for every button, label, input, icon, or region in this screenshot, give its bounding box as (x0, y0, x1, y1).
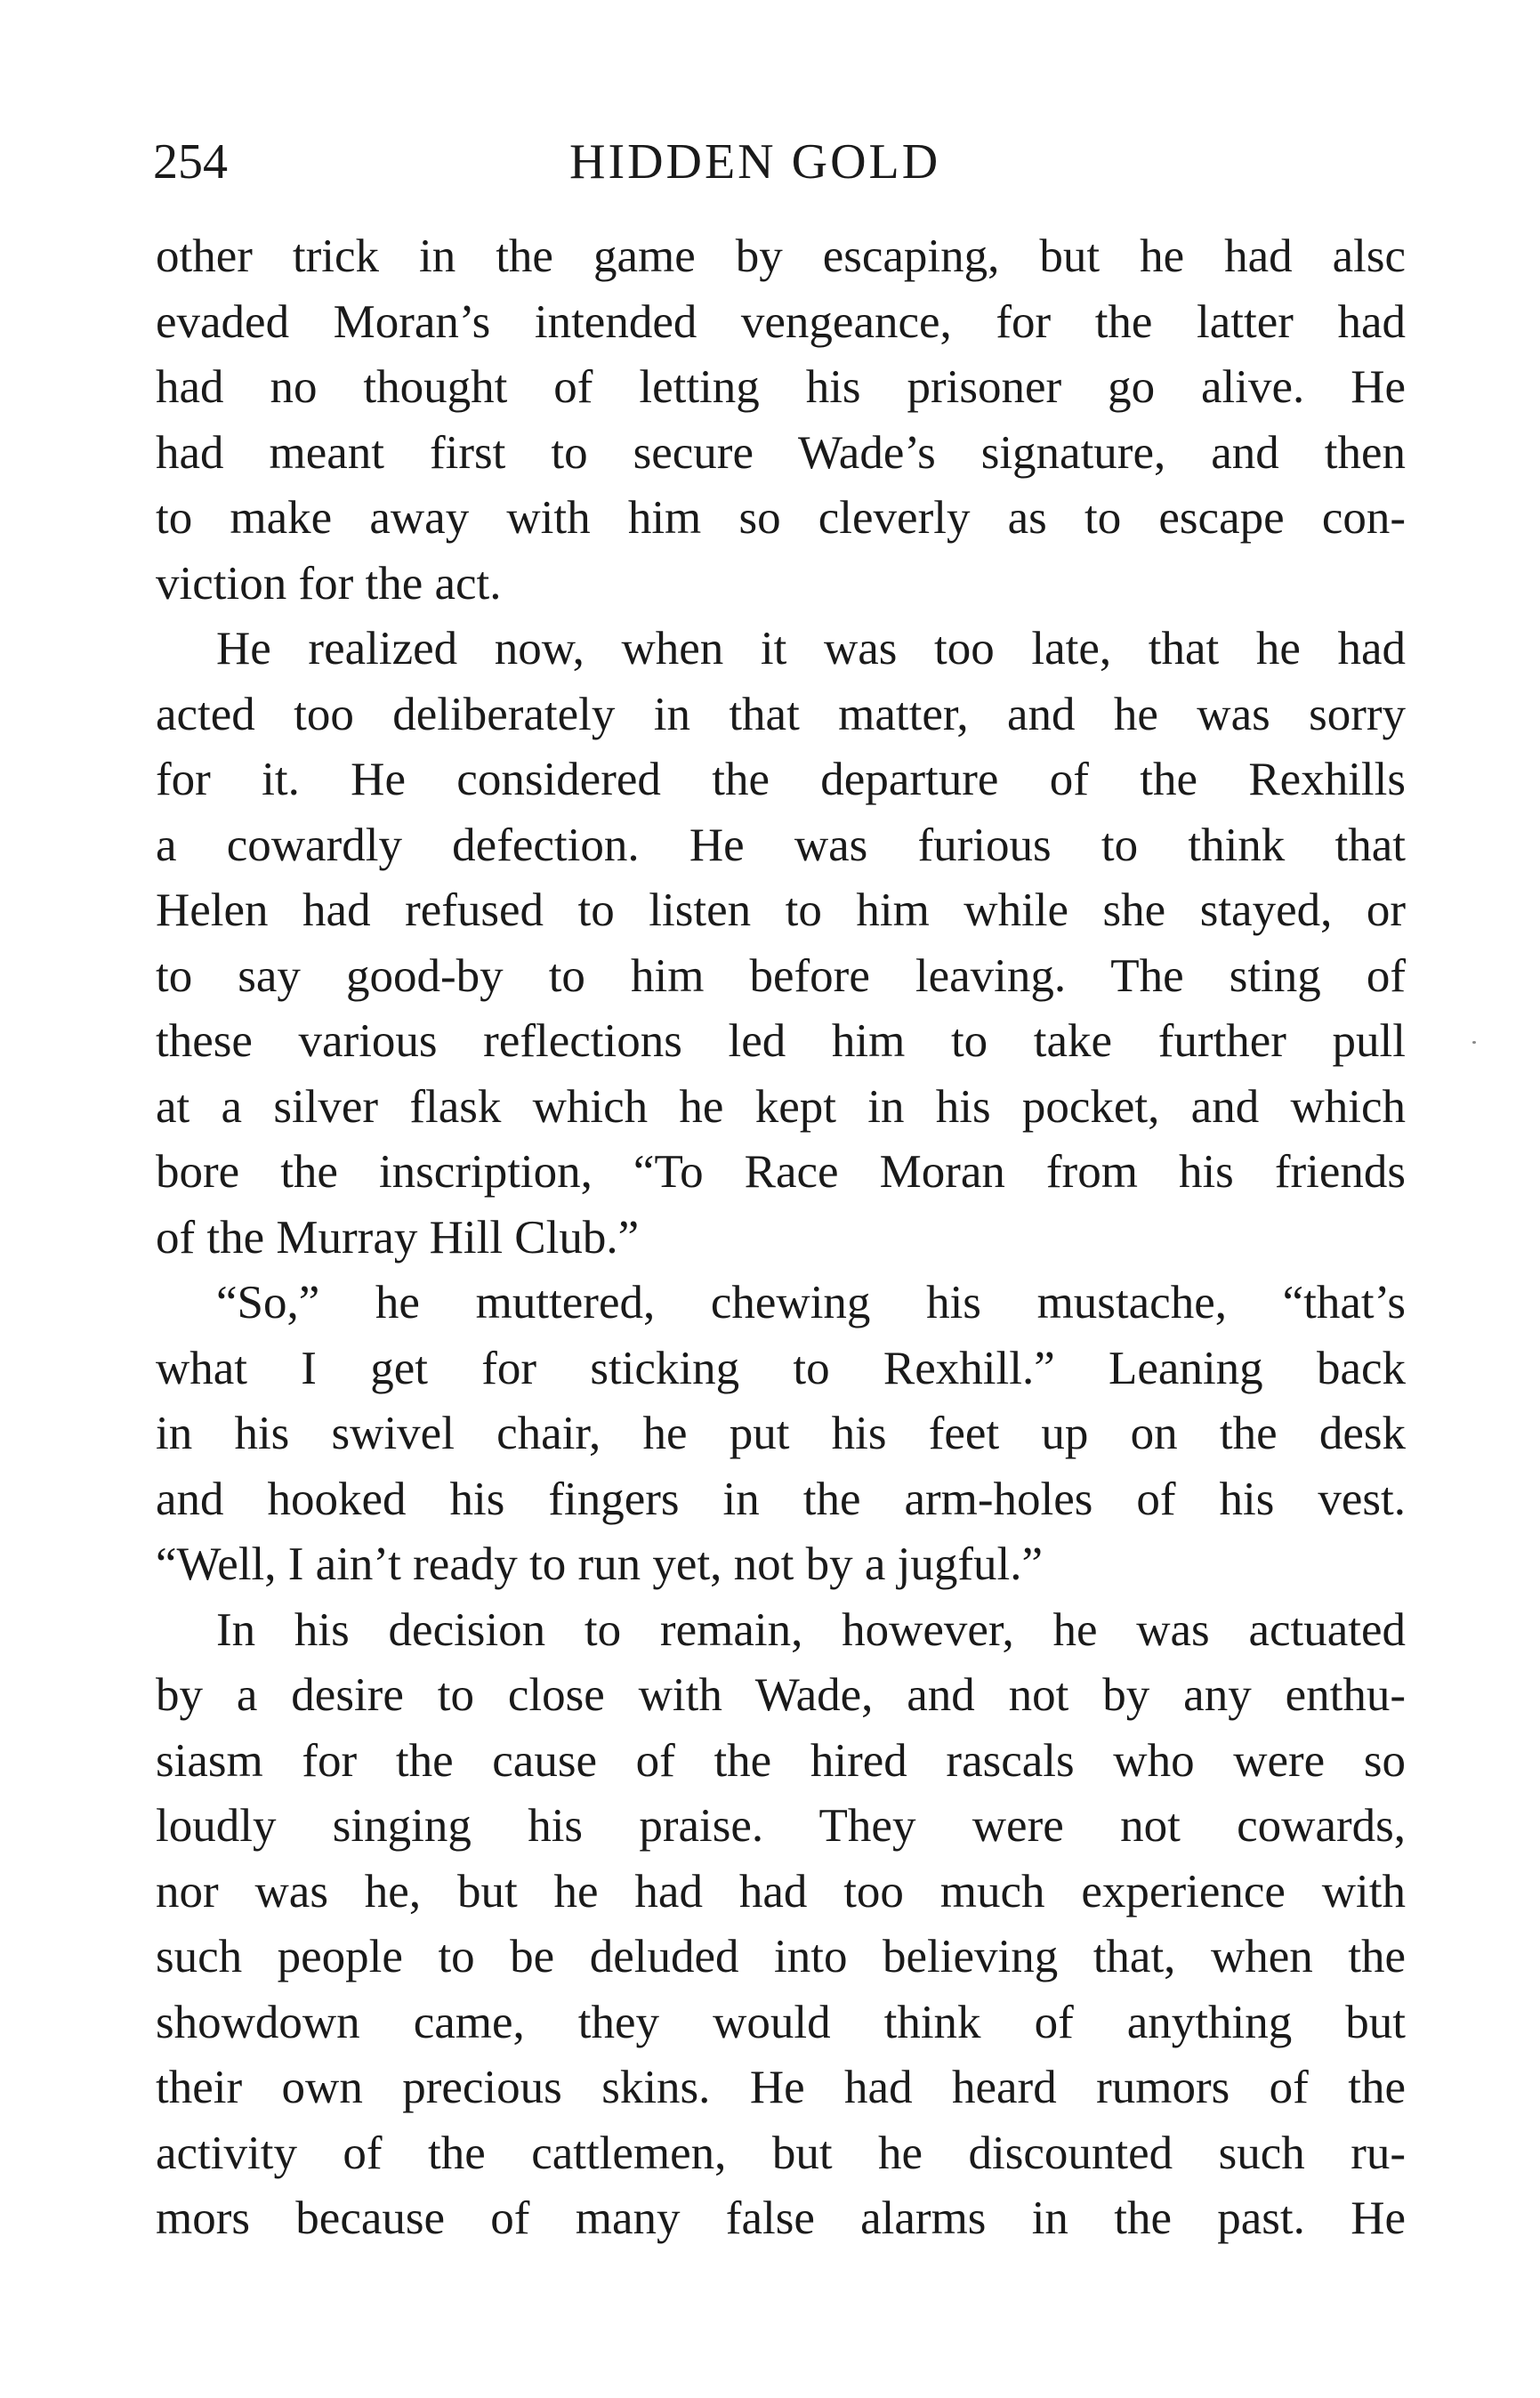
text-line: to say good-by to him before leaving. The sting of (156, 949, 1406, 1002)
text-line: had meant first to secure Wade’s signature, and then (156, 426, 1406, 479)
text-line: viction for the act. (156, 557, 502, 610)
body-text (156, 224, 1406, 2252)
text-line: at a silver flask which he kept in his pocket, and which (156, 1080, 1406, 1133)
text-line: acted too deliberately in that matter, and he was sorry (156, 688, 1406, 740)
text-line: to make away with him so cleverly as to escape con- (156, 492, 1406, 544)
text-line: and hooked his fingers in the arm-holes of his vest. (156, 1473, 1406, 1525)
text-line: nor was he, but he had had too much experience with (156, 1865, 1406, 1918)
text-line: of the Murray Hill Club.” (156, 1211, 640, 1264)
text-line: loudly singing his praise. They were not cowards, (156, 1800, 1406, 1852)
text-line: bore the inscription, “To Race Moran from his friends (156, 1146, 1406, 1198)
text-line: what I get for sticking to Rexhill.” Leaning back (156, 1342, 1406, 1394)
text-line: Helen had refused to listen to him while she stayed, or (156, 884, 1406, 936)
paragraph-start-line: He realized now, when it was too late, that he had (216, 623, 1406, 674)
text-line: their own precious skins. He had heard rumors of the (156, 2062, 1406, 2113)
text-line: a cowardly defection. He was furious to think that (156, 819, 1406, 871)
text-line: such people to be deluded into believing that, when the (156, 1931, 1406, 1982)
margin-speck (1472, 1041, 1476, 1044)
text-line: by a desire to close with Wade, and not by any enthu- (156, 1669, 1406, 1721)
page-number: 254 (153, 134, 228, 190)
text-line: these various reflections led him to take further pull (156, 1015, 1406, 1067)
text-line: other trick in the game by escaping, but he had alsc (156, 230, 1406, 282)
text-line: siasm for the cause of the hired rascals who were so (156, 1734, 1406, 1787)
paragraph-start-line: In his decision to remain, however, he was actuated (216, 1603, 1406, 1656)
text-line: “Well, I ain’t ready to run yet, not by a jugful.” (156, 1538, 1044, 1590)
text-line: in his swivel chair, he put his feet up on the desk (156, 1408, 1406, 1459)
text-line: evaded Moran’s intended vengeance, for the latter had (156, 295, 1406, 348)
text-line: had no thought of letting his prisoner go alive. He (156, 361, 1406, 413)
text-line: showdown came, they would think of anything but (156, 1996, 1406, 2048)
paragraph-start-line: “So,” he muttered, chewing his mustache, “that’s (216, 1277, 1406, 1328)
text-line: activity of the cattlemen, but he discounted such ru- (156, 2127, 1406, 2179)
running-title: HIDDEN GOLD (569, 134, 941, 190)
text-line: for it. He considered the departure of the Rexhills (156, 754, 1406, 805)
text-line: mors because of many false alarms in the past. He (156, 2192, 1406, 2244)
